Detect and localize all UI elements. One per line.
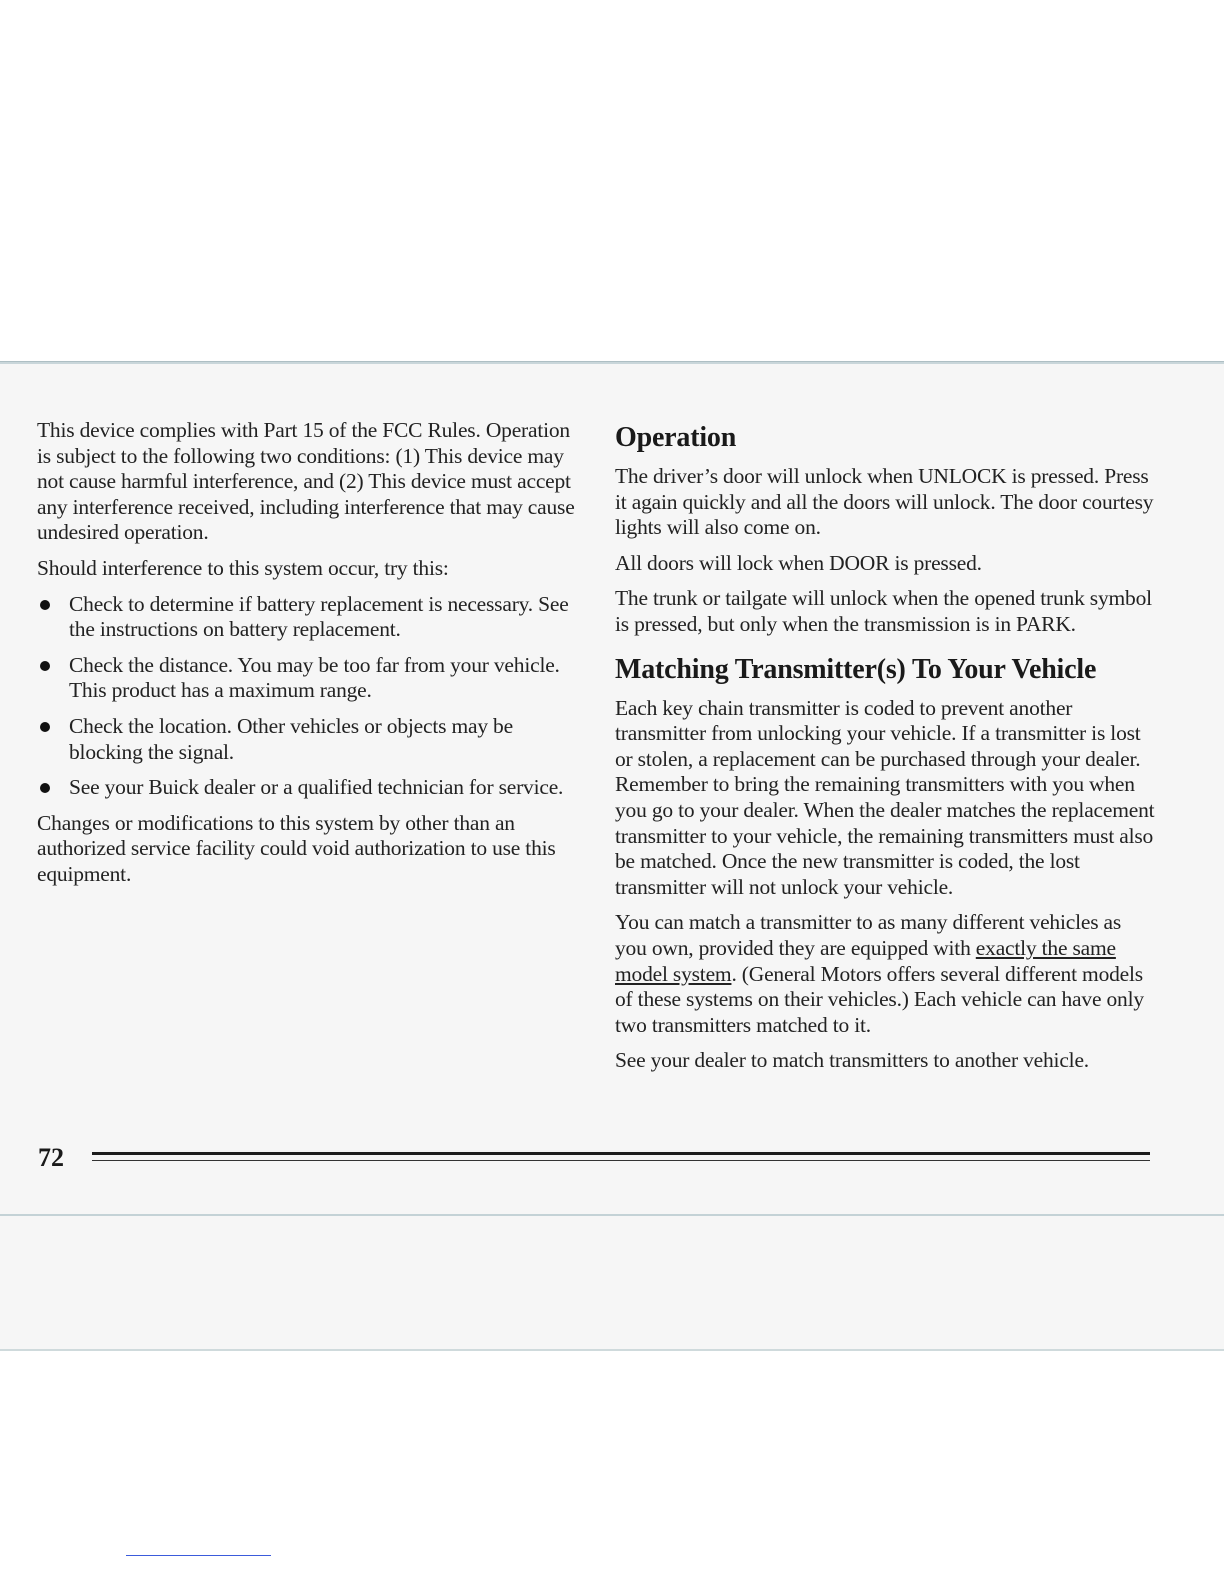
operation-heading: Operation xyxy=(615,422,737,453)
operation-paragraph-trunk: The trunk or tailgate will unlock when the opened trunk symbol is pressed, but only when the transmission is in PARK. xyxy=(615,586,1152,636)
matching-text-after: . (General Motors offers several different models of these systems on their vehicles.) Each vehicle can have only two transmitters matched to it. xyxy=(615,961,1144,1037)
list-item-text: Check to determine if battery replacement is necessary. See the instructions on battery replacement. xyxy=(69,591,569,642)
left-column xyxy=(37,418,577,898)
list-item-text: See your Buick dealer or a qualified technician for service. xyxy=(69,775,564,800)
bullet-icon xyxy=(40,600,50,610)
list-item xyxy=(37,714,577,765)
list-item-text: Check the distance. You may be too far from your vehicle. This product has a maximum range. xyxy=(69,652,560,703)
bullet-icon xyxy=(40,783,50,793)
fcc-compliance-paragraph: This device complies with Part 15 of the FCC Rules. Operation is subject to the following two conditions: (1) This device may not cause harmful interference, and (2) This device must accept any interference received, including interference that may cause undesired operation. xyxy=(37,418,575,545)
troubleshooting-list xyxy=(37,592,577,801)
page-number: 72 xyxy=(38,1143,64,1172)
operation-paragraph-lock: All doors will lock when DOOR is pressed. xyxy=(615,550,982,575)
modifications-warning: Changes or modifications to this system by other than an authorized service facility could void authorization to use this equipment. xyxy=(37,810,556,886)
bullet-icon xyxy=(40,722,50,732)
matching-heading: Matching Transmitter(s) To Your Vehicle xyxy=(615,653,1097,685)
matching-paragraph-coding: Each key chain transmitter is coded to prevent another transmitter from unlocking your vehicle. If a transmitter is lost or stolen, a replacement can be purchased through your dealer. Remember to bring the remaining transmitters with you when you go to your dealer. When the dealer matches the replacement transmitter to your vehicle, the remaining transmitters must also be matched. Once the new transmitter is coded, the lost transmitter will not unlock your vehicle. xyxy=(615,695,1155,899)
list-item xyxy=(37,653,577,704)
list-item xyxy=(37,775,577,801)
same-model-emphasis: exactly the same model system xyxy=(615,935,1116,986)
matching-text-before: You can match a transmitter to as many different vehicles as you own, provided they are equipped with xyxy=(615,910,1122,960)
scan-bottom-edge xyxy=(0,1214,1224,1216)
footer-rule-thin xyxy=(92,1160,1150,1161)
matching-paragraph-vehicles xyxy=(615,910,1155,1038)
footer-rule xyxy=(92,1152,1150,1155)
list-item xyxy=(37,592,577,643)
interference-lead: Should interference to this system occur, try this: xyxy=(37,555,449,580)
bullet-icon xyxy=(40,661,50,671)
scan-top-edge xyxy=(0,361,1224,362)
right-column xyxy=(615,422,1155,1084)
operation-paragraph-unlock: The driver’s door will unlock when UNLOCK is pressed. Press it again quickly and all the doors will unlock. The door courtesy lights will also come on. xyxy=(615,464,1154,540)
matching-paragraph-dealer: See your dealer to match transmitters to another vehicle. xyxy=(615,1048,1089,1073)
list-item-text: Check the location. Other vehicles or objects may be blocking the signal. xyxy=(69,713,513,764)
link-underline-stub xyxy=(126,1555,271,1556)
